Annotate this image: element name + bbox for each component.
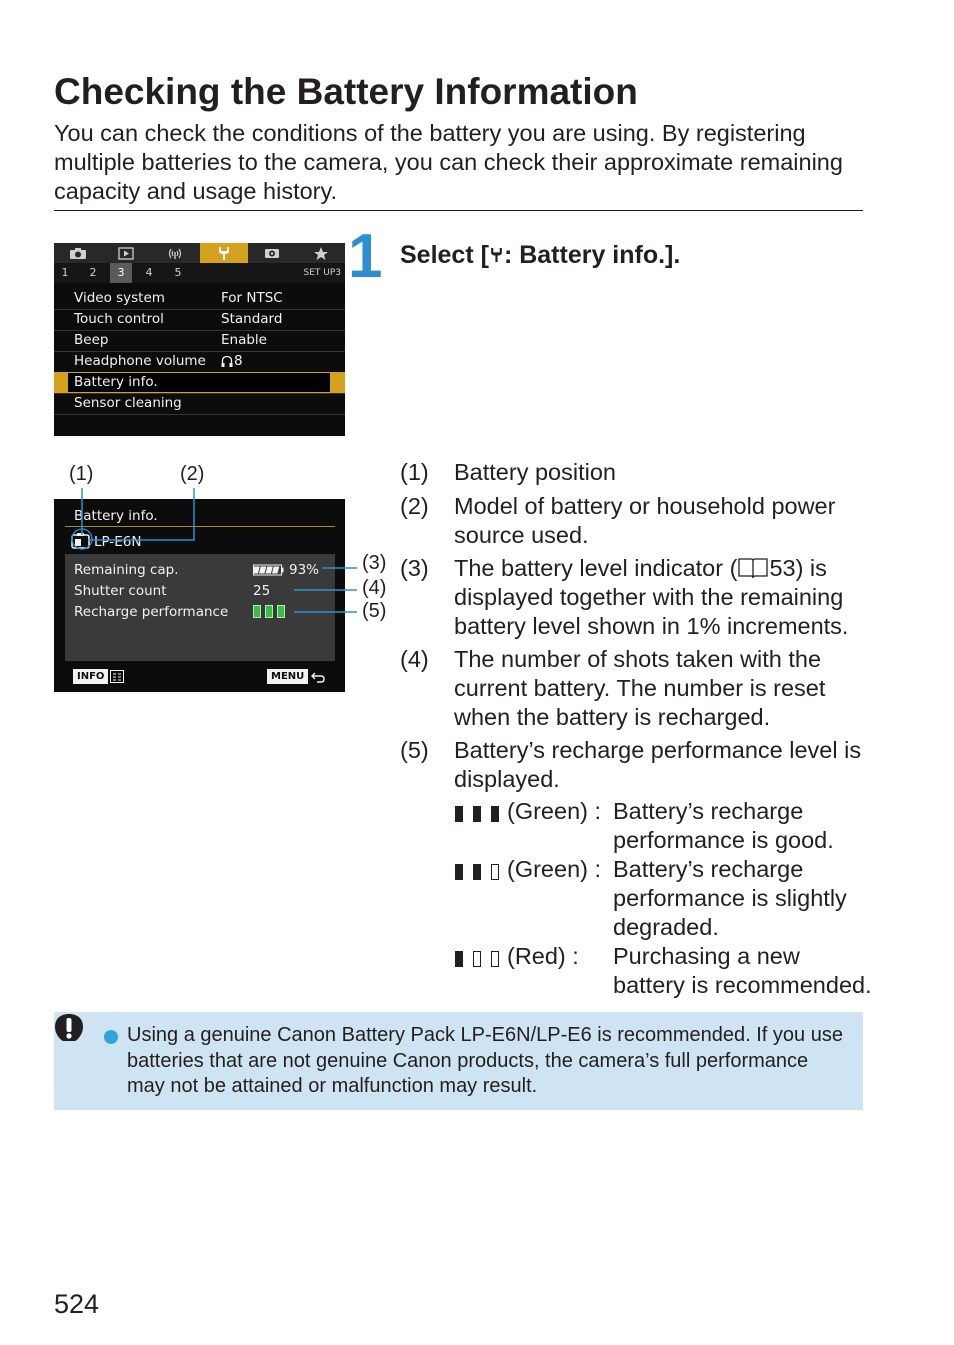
camera-icon bbox=[69, 247, 87, 260]
recharge-level-description: Battery’s recharge performance is slightly degraded. bbox=[613, 856, 847, 940]
list-item-text bbox=[454, 554, 874, 641]
recharge-performance-label: Recharge performance bbox=[74, 604, 229, 620]
list-item-number: (4) bbox=[400, 646, 429, 672]
list-item-number: (2) bbox=[400, 493, 429, 519]
subtab-2[interactable]: 2 bbox=[89, 266, 97, 279]
book-icon bbox=[737, 556, 769, 580]
callout-5: (5) bbox=[362, 600, 387, 622]
caution-text: Using a genuine Canon Battery Pack LP-E6N/LP-E6 is recommended. If you use batteries that are not genuine Canon products, the camera’s full performance may not be attained or malfunction may result. bbox=[127, 1024, 843, 1097]
menu-item-label: Beep bbox=[74, 332, 109, 348]
tab-wireless[interactable] bbox=[151, 243, 199, 263]
list-item-text-part: The battery level indicator ( bbox=[454, 555, 738, 581]
recharge-level-replace-icon bbox=[454, 949, 504, 969]
step-text-after: : Battery info.]. bbox=[503, 241, 681, 269]
caution-icon bbox=[54, 1013, 84, 1043]
tab-setup[interactable] bbox=[200, 243, 248, 263]
bullet-icon bbox=[104, 1030, 118, 1044]
remaining-cap-value: 93% bbox=[289, 562, 320, 578]
return-arrow-icon bbox=[310, 670, 326, 683]
list-item-text: The number of shots taken with the current battery. The number is reset when the battery is recharged. bbox=[454, 646, 826, 730]
menu-item-label: Headphone volume bbox=[74, 353, 206, 369]
recharge-level-color: (Red) : bbox=[507, 943, 579, 969]
info-button-label: INFO bbox=[73, 669, 108, 684]
list-item-number: (5) bbox=[400, 737, 429, 763]
tab-shooting[interactable] bbox=[54, 243, 102, 263]
subtab-5[interactable]: 5 bbox=[174, 266, 182, 279]
custom-function-icon bbox=[263, 246, 281, 260]
battery-info-title: Battery info. bbox=[74, 508, 158, 524]
subtab-4[interactable]: 4 bbox=[145, 266, 153, 279]
menu-item-label: Battery info. bbox=[74, 374, 158, 390]
menu-item-label: Touch control bbox=[74, 311, 164, 327]
menu-item-label: Sensor cleaning bbox=[74, 395, 182, 411]
wrench-icon bbox=[489, 245, 504, 265]
step-instruction bbox=[400, 238, 680, 272]
list-item-number: (1) bbox=[400, 459, 429, 485]
shutter-count-label: Shutter count bbox=[74, 583, 167, 599]
intro-paragraph: You can check the conditions of the battery you are using. By registering multiple batteries to the camera, you can check their approximate remaining capacity and usage history. bbox=[54, 120, 843, 204]
callout-1: (1) bbox=[69, 463, 94, 485]
camera-menu-screenshot bbox=[54, 243, 345, 436]
menu-item-value: 8 bbox=[234, 353, 243, 369]
page-reference[interactable]: 53 bbox=[769, 555, 796, 581]
tab-playback[interactable] bbox=[102, 243, 150, 263]
subtab-3[interactable]: 3 bbox=[110, 263, 132, 283]
menu-page-indicator: SET UP3 bbox=[303, 268, 341, 278]
subtab-1[interactable]: 1 bbox=[61, 266, 69, 279]
play-icon bbox=[118, 247, 134, 260]
menu-item-touch-control[interactable] bbox=[54, 309, 345, 331]
list-item-text: Model of battery or household power source used. bbox=[454, 493, 836, 548]
step-number: 1 bbox=[348, 222, 383, 291]
recharge-level-color: (Green) : bbox=[507, 798, 602, 824]
tab-my-menu[interactable] bbox=[297, 243, 345, 263]
menu-button[interactable] bbox=[267, 668, 327, 684]
headphone-volume-value bbox=[221, 353, 243, 369]
menu-item-video-system[interactable] bbox=[54, 288, 345, 310]
menu-item-label: Video system bbox=[74, 290, 165, 306]
recharge-level-degraded-icon bbox=[454, 862, 504, 882]
tab-custom-functions[interactable] bbox=[248, 243, 296, 263]
info-button[interactable] bbox=[73, 668, 131, 684]
battery-history-icon bbox=[110, 670, 124, 683]
callout-4: (4) bbox=[362, 577, 387, 599]
battery-model: LP-E6N bbox=[94, 534, 142, 550]
headphone-icon bbox=[221, 355, 233, 368]
menu-subtab-bar bbox=[54, 263, 345, 283]
title-divider bbox=[54, 210, 863, 211]
menu-tab-bar bbox=[54, 243, 345, 263]
remaining-cap-label: Remaining cap. bbox=[74, 562, 179, 578]
callout-2: (2) bbox=[180, 463, 205, 485]
menu-item-value: Standard bbox=[221, 311, 283, 327]
menu-button-label: MENU bbox=[267, 669, 308, 684]
star-icon bbox=[313, 246, 329, 261]
menu-item-value: Enable bbox=[221, 332, 267, 348]
callout-leader-lines bbox=[54, 485, 364, 625]
list-item-number: (3) bbox=[400, 555, 429, 581]
step-text-before: Select [ bbox=[400, 241, 489, 269]
menu-item-battery-info[interactable] bbox=[54, 372, 345, 394]
menu-item-beep[interactable] bbox=[54, 330, 345, 352]
menu-item-sensor-cleaning[interactable] bbox=[54, 393, 345, 415]
page-title: Checking the Battery Information bbox=[54, 71, 638, 112]
recharge-level-description: Battery’s recharge performance is good. bbox=[613, 798, 834, 853]
wireless-icon bbox=[166, 247, 184, 260]
shutter-count-value: 25 bbox=[253, 583, 271, 599]
list-item-text: Battery’s recharge performance level is displayed. bbox=[454, 737, 862, 792]
menu-item-value: For NTSC bbox=[221, 290, 283, 306]
menu-item-headphone-volume[interactable] bbox=[54, 351, 345, 373]
list-item-text: Battery position bbox=[454, 459, 616, 485]
caution-box bbox=[54, 1012, 863, 1110]
page-number: 524 bbox=[54, 1289, 100, 1319]
recharge-level-good-icon bbox=[454, 804, 504, 824]
recharge-level-description: Purchasing a new battery is recommended. bbox=[613, 943, 872, 998]
recharge-level-color: (Green) : bbox=[507, 856, 602, 882]
list-item-text-part: ) is displayed together with the remaining battery level shown in 1% increments. bbox=[454, 555, 849, 639]
callout-3: (3) bbox=[362, 552, 387, 574]
wrench-icon bbox=[217, 246, 231, 261]
